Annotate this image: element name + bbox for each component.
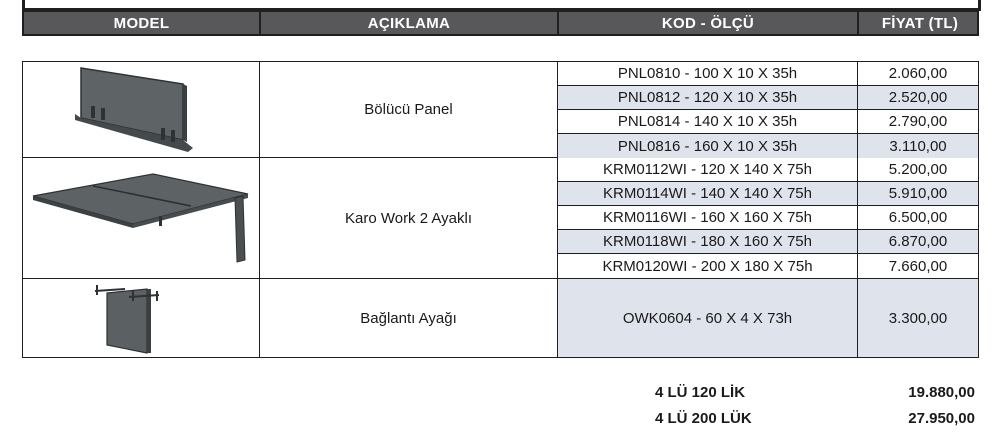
code-cell: PNL0810 - 100 X 10 X 35h: [558, 62, 858, 85]
table-row: [558, 110, 978, 134]
table-row: [558, 62, 978, 86]
table-row: [558, 230, 978, 254]
model-image-cell: [23, 62, 260, 157]
price-cell: 6.870,00: [888, 233, 948, 250]
code-cell: PNL0816 - 160 X 10 X 35h: [558, 134, 858, 158]
table-row: [558, 158, 978, 182]
price-table: [22, 61, 979, 358]
price-cell: 5.200,00: [888, 161, 948, 178]
table-header: [22, 10, 979, 36]
table-row: [558, 86, 978, 110]
price-cell: 3.300,00: [888, 309, 948, 327]
price-cell: 2.520,00: [888, 89, 948, 106]
table-row: [558, 134, 978, 158]
price-cell: 2.790,00: [888, 113, 948, 130]
header-kod-olcu: KOD - ÖLÇÜ: [559, 12, 859, 34]
table-row: [558, 206, 978, 230]
code-cell: KRM0114WI - 140 X 140 X 75h: [558, 182, 858, 205]
connector-leg-icon: [23, 279, 260, 357]
product-group: [23, 158, 978, 279]
description-cell: Bağlantı Ayağı: [260, 279, 558, 357]
model-image-cell: [23, 279, 260, 357]
header-model: MODEL: [24, 12, 261, 34]
divider-panel-icon: [23, 62, 260, 158]
code-cell: PNL0814 - 140 X 10 X 35h: [558, 110, 858, 133]
price-cell: 5.910,00: [888, 185, 948, 202]
description-cell: Bölücü Panel: [260, 62, 558, 157]
price-cell: 7.660,00: [888, 258, 948, 275]
total-label: 4 LÜ 120 LİK: [655, 384, 746, 401]
total-value: 19.880,00: [908, 384, 975, 401]
total-label: 4 LÜ 200 LÜK: [655, 410, 752, 427]
description-cell: Karo Work 2 Ayaklı: [260, 158, 558, 278]
code-cell: KRM0116WI - 160 X 160 X 75h: [558, 206, 858, 229]
code-cell: OWK0604 - 60 X 4 X 73h: [558, 279, 858, 357]
table-row: [558, 279, 978, 357]
code-cell: KRM0118WI - 180 X 160 X 75h: [558, 230, 858, 253]
desk-icon: [23, 158, 260, 279]
total-value: 27.950,00: [908, 410, 975, 427]
table-row: [558, 254, 978, 279]
product-group: [23, 279, 978, 357]
price-cell: 2.060,00: [888, 65, 948, 82]
code-cell: KRM0120WI - 200 X 180 X 75h: [558, 254, 858, 279]
product-group: [23, 62, 978, 158]
code-cell: PNL0812 - 120 X 10 X 35h: [558, 86, 858, 109]
price-cell: 6.500,00: [888, 209, 948, 226]
header-fiyat: FİYAT (TL): [881, 14, 959, 32]
price-cell: 3.110,00: [889, 137, 947, 155]
table-row: [558, 182, 978, 206]
model-image-cell: [23, 158, 260, 278]
code-cell: KRM0112WI - 120 X 140 X 75h: [558, 158, 858, 181]
header-aciklama: AÇIKLAMA: [261, 12, 559, 34]
